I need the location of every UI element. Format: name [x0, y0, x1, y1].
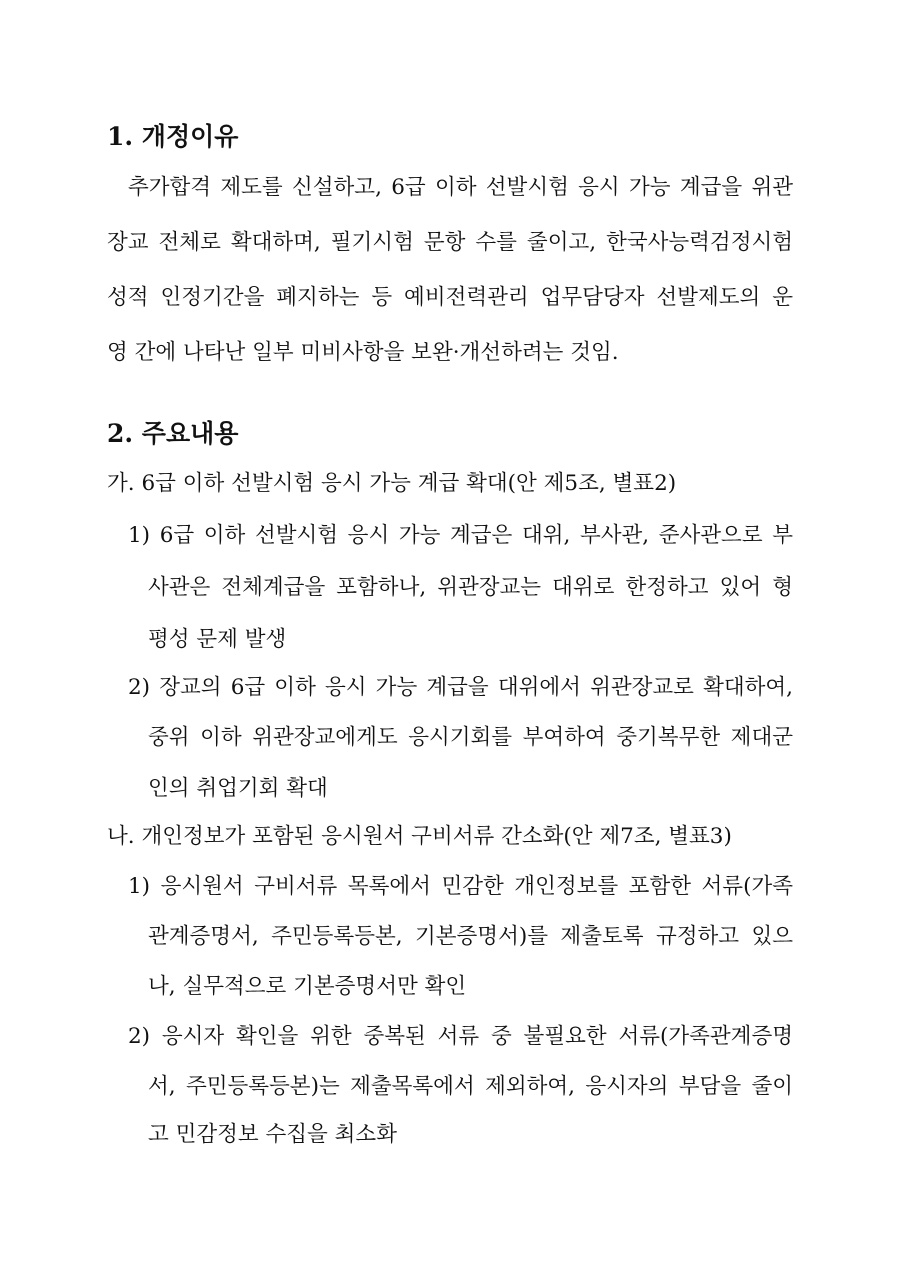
sub-item-line: 2) 장교의 6급 이하 응시 가능 계급을 대위에서 위관장교로 확대하여,	[128, 675, 793, 700]
sub-item-line: 서, 주민등록등본)는 제출목록에서 제외하여, 응시자의 부담을 줄이	[148, 1074, 793, 1099]
sub-item-line: 1) 6급 이하 선발시험 응시 가능 계급은 대위, 부사관, 준사관으로 부	[128, 523, 793, 548]
sub-item-line: 사관은 전체계급을 포함하나, 위관장교는 대위로 한정하고 있어 형	[148, 575, 793, 600]
sub-item-line: 중위 이하 위관장교에게도 응시기회를 부여하여 중기복무한 제대군	[148, 725, 793, 750]
paragraph-line: 추가합격 제도를 신설하고, 6급 이하 선발시험 응시 가능 계급을 위관	[128, 175, 793, 200]
section-heading-2: 2. 주요내용	[107, 419, 239, 448]
paragraph-line: 영 간에 나타난 일부 미비사항을 보완·개선하려는 것임.	[107, 340, 619, 365]
paragraph-line: 성적 인정기간을 폐지하는 등 예비전력관리 업무담당자 선발제도의 운	[107, 285, 793, 310]
item-title: 나. 개인정보가 포함된 응시원서 구비서류 간소화(안 제7조, 별표3)	[107, 824, 732, 849]
sub-item-line: 평성 문제 발생	[148, 627, 287, 652]
sub-item-line: 1) 응시원서 구비서류 목록에서 민감한 개인정보를 포함한 서류(가족	[128, 874, 793, 899]
paragraph-line: 장교 전체로 확대하며, 필기시험 문항 수를 줄이고, 한국사능력검정시험	[107, 230, 793, 255]
section-heading-1: 1. 개정이유	[107, 122, 239, 151]
item-title: 가. 6급 이하 선발시험 응시 가능 계급 확대(안 제5조, 별표2)	[107, 471, 677, 496]
sub-item-line: 2) 응시자 확인을 위한 중복된 서류 중 불필요한 서류(가족관계증명	[128, 1024, 793, 1049]
sub-item-line: 인의 취업기회 확대	[148, 776, 328, 801]
sub-item-line: 고 민감정보 수집을 최소화	[148, 1122, 397, 1147]
sub-item-line: 나, 실무적으로 기본증명서만 확인	[148, 974, 467, 999]
sub-item-line: 관계증명서, 주민등록등본, 기본증명서)를 제출토록 규정하고 있으	[148, 924, 793, 949]
